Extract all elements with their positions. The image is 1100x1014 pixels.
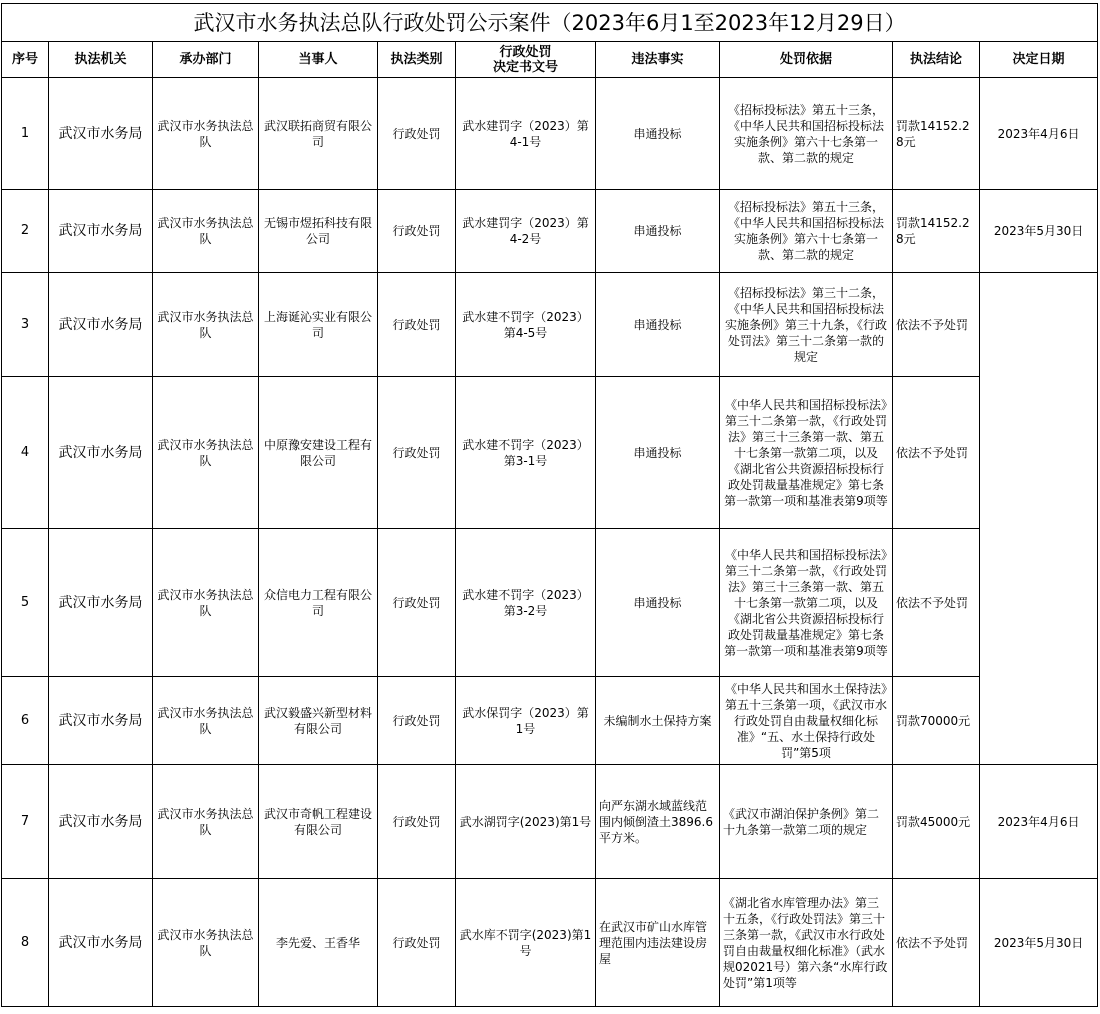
- cell-fact: 串通投标: [596, 273, 720, 377]
- cell-basis: 《中华人民共和国水土保持法》第五十三条第一项，《武汉市水行政处罚自由裁量权细化标准》“五、水土保持行政处罚”第5项: [720, 677, 893, 765]
- cell-fact: 向严东湖水域蓝线范围内倾倒渣土3896.6平方米。: [596, 765, 720, 879]
- header-row: [2, 42, 1098, 78]
- cell-fact: 在武汉市矿山水库管理范围内违法建设房屋: [596, 879, 720, 1007]
- cell-fact: 未编制水土保持方案: [596, 677, 720, 765]
- cell-seq: 4: [2, 377, 49, 529]
- cell-doc-no: 武水建不罚字（2023）第3-2号: [456, 529, 596, 677]
- cell-category: 行政处罚: [378, 879, 456, 1007]
- cell-dept: 武汉市水务执法总队: [153, 377, 259, 529]
- cell-agency: 武汉市水务局: [49, 765, 153, 879]
- cell-party: 上海诞沁实业有限公司: [259, 273, 378, 377]
- cell-seq: 8: [2, 879, 49, 1007]
- cell-conclusion: 依法不予处罚: [893, 879, 980, 1007]
- header-date: 决定日期: [980, 42, 1098, 78]
- cell-basis: 《中华人民共和国招标投标法》第三十二条第一款，《行政处罚法》第三十三条第一款、第五十七条第一款第二项，以及《湖北省公共资源招标投标行政处罚裁量基准规定》第七条第一款第一项和基准表第9项等: [720, 377, 893, 529]
- cell-date: 2023年5月30日: [980, 190, 1098, 273]
- cell-dept: 武汉市水务执法总队: [153, 78, 259, 190]
- header-seq: 序号: [2, 42, 49, 78]
- table-row: [2, 377, 1098, 529]
- cell-conclusion: 罚款14152.28元: [893, 190, 980, 273]
- cell-basis: 《湖北省水库管理办法》第三十五条，《行政处罚法》第三十三条第一款，《武汉市水行政处罚自由裁量权细化标准》（武水规02021号）第六条“水库行政处罚”第1项等: [720, 879, 893, 1007]
- header-conclusion: 执法结论: [893, 42, 980, 78]
- cell-category: 行政处罚: [378, 273, 456, 377]
- table-row: [2, 529, 1098, 677]
- cell-conclusion: 罚款70000元: [893, 677, 980, 765]
- cell-doc-no: 武水保罚字（2023）第1号: [456, 677, 596, 765]
- cell-dept: 武汉市水务执法总队: [153, 529, 259, 677]
- cell-seq: 1: [2, 78, 49, 190]
- cell-category: 行政处罚: [378, 190, 456, 273]
- cell-date: 2023年4月6日: [980, 78, 1098, 190]
- cell-date: [980, 677, 1098, 765]
- table-row: [2, 190, 1098, 273]
- cell-date: [980, 377, 1098, 529]
- table-row: [2, 273, 1098, 377]
- cell-category: 行政处罚: [378, 677, 456, 765]
- table-row: [2, 78, 1098, 190]
- cell-agency: 武汉市水务局: [49, 273, 153, 377]
- cell-conclusion: 依法不予处罚: [893, 529, 980, 677]
- cell-party: 武汉毅盛兴新型材料有限公司: [259, 677, 378, 765]
- header-fact: 违法事实: [596, 42, 720, 78]
- cell-party: 武汉联拓商贸有限公司: [259, 78, 378, 190]
- cell-basis: 《武汉市湖泊保护条例》第二十九条第一款第二项的规定: [720, 765, 893, 879]
- cell-agency: 武汉市水务局: [49, 377, 153, 529]
- cell-party: 众信电力工程有限公司: [259, 529, 378, 677]
- cell-party: 无锡市煜拓科技有限公司: [259, 190, 378, 273]
- cell-conclusion: 罚款45000元: [893, 765, 980, 879]
- cell-fact: 串通投标: [596, 78, 720, 190]
- cell-basis: 《中华人民共和国招标投标法》第三十二条第一款，《行政处罚法》第三十三条第一款、第五十七条第一款第二项，以及《湖北省公共资源招标投标行政处罚裁量基准规定》第七条第一款第一项和基准表第9项等: [720, 529, 893, 677]
- cell-dept: 武汉市水务执法总队: [153, 879, 259, 1007]
- cell-fact: 串通投标: [596, 190, 720, 273]
- cell-date: [980, 273, 1098, 377]
- table-row: [2, 677, 1098, 765]
- cell-seq: 6: [2, 677, 49, 765]
- cell-party: 武汉市奇帆工程建设有限公司: [259, 765, 378, 879]
- cell-fact: 串通投标: [596, 377, 720, 529]
- cell-seq: 2: [2, 190, 49, 273]
- cell-dept: 武汉市水务执法总队: [153, 677, 259, 765]
- cell-conclusion: 依法不予处罚: [893, 377, 980, 529]
- cell-doc-no: 武水库不罚字(2023)第1号: [456, 879, 596, 1007]
- cell-agency: 武汉市水务局: [49, 78, 153, 190]
- cell-party: 李先爱、王香华: [259, 879, 378, 1007]
- cell-conclusion: 罚款14152.28元: [893, 78, 980, 190]
- cell-doc-no: 武水建罚字（2023）第4-1号: [456, 78, 596, 190]
- cell-fact: 串通投标: [596, 529, 720, 677]
- penalty-table: [1, 3, 1098, 1007]
- cell-dept: 武汉市水务执法总队: [153, 273, 259, 377]
- cell-category: 行政处罚: [378, 78, 456, 190]
- cell-category: 行政处罚: [378, 529, 456, 677]
- cell-agency: 武汉市水务局: [49, 190, 153, 273]
- cell-basis: 《招标投标法》第五十三条，《中华人民共和国招标投标法实施条例》第六十七条第一款、第二款的规定: [720, 78, 893, 190]
- header-category: 执法类别: [378, 42, 456, 78]
- cell-doc-no: 武水湖罚字(2023)第1号: [456, 765, 596, 879]
- cell-doc-no: 武水建罚字（2023）第4-2号: [456, 190, 596, 273]
- cell-basis: 《招标投标法》第五十三条，《中华人民共和国招标投标法实施条例》第六十七条第一款、第二款的规定: [720, 190, 893, 273]
- header-party: 当事人: [259, 42, 378, 78]
- cell-date: [980, 529, 1098, 677]
- cell-seq: 5: [2, 529, 49, 677]
- table-row: [2, 879, 1098, 1007]
- table-title: 武汉市水务执法总队行政处罚公示案件（2023年6月1至2023年12月29日）: [2, 4, 1098, 42]
- cell-category: 行政处罚: [378, 377, 456, 529]
- cell-date: 2023年5月30日: [980, 879, 1098, 1007]
- cell-doc-no: 武水建不罚字（2023）第4-5号: [456, 273, 596, 377]
- cell-doc-no: 武水建不罚字（2023）第3-1号: [456, 377, 596, 529]
- header-doc-no: 行政处罚 决定书文号: [456, 42, 596, 78]
- cell-seq: 7: [2, 765, 49, 879]
- cell-date: 2023年4月6日: [980, 765, 1098, 879]
- cell-agency: 武汉市水务局: [49, 529, 153, 677]
- cell-party: 中原豫安建设工程有限公司: [259, 377, 378, 529]
- table-row: [2, 765, 1098, 879]
- cell-conclusion: 依法不予处罚: [893, 273, 980, 377]
- cell-dept: 武汉市水务执法总队: [153, 190, 259, 273]
- cell-agency: 武汉市水务局: [49, 677, 153, 765]
- cell-dept: 武汉市水务执法总队: [153, 765, 259, 879]
- cell-basis: 《招标投标法》第三十二条，《中华人民共和国招标投标法实施条例》第三十九条，《行政处罚法》第三十二条第一款的规定: [720, 273, 893, 377]
- header-agency: 执法机关: [49, 42, 153, 78]
- cell-agency: 武汉市水务局: [49, 879, 153, 1007]
- header-dept: 承办部门: [153, 42, 259, 78]
- cell-category: 行政处罚: [378, 765, 456, 879]
- header-basis: 处罚依据: [720, 42, 893, 78]
- cell-seq: 3: [2, 273, 49, 377]
